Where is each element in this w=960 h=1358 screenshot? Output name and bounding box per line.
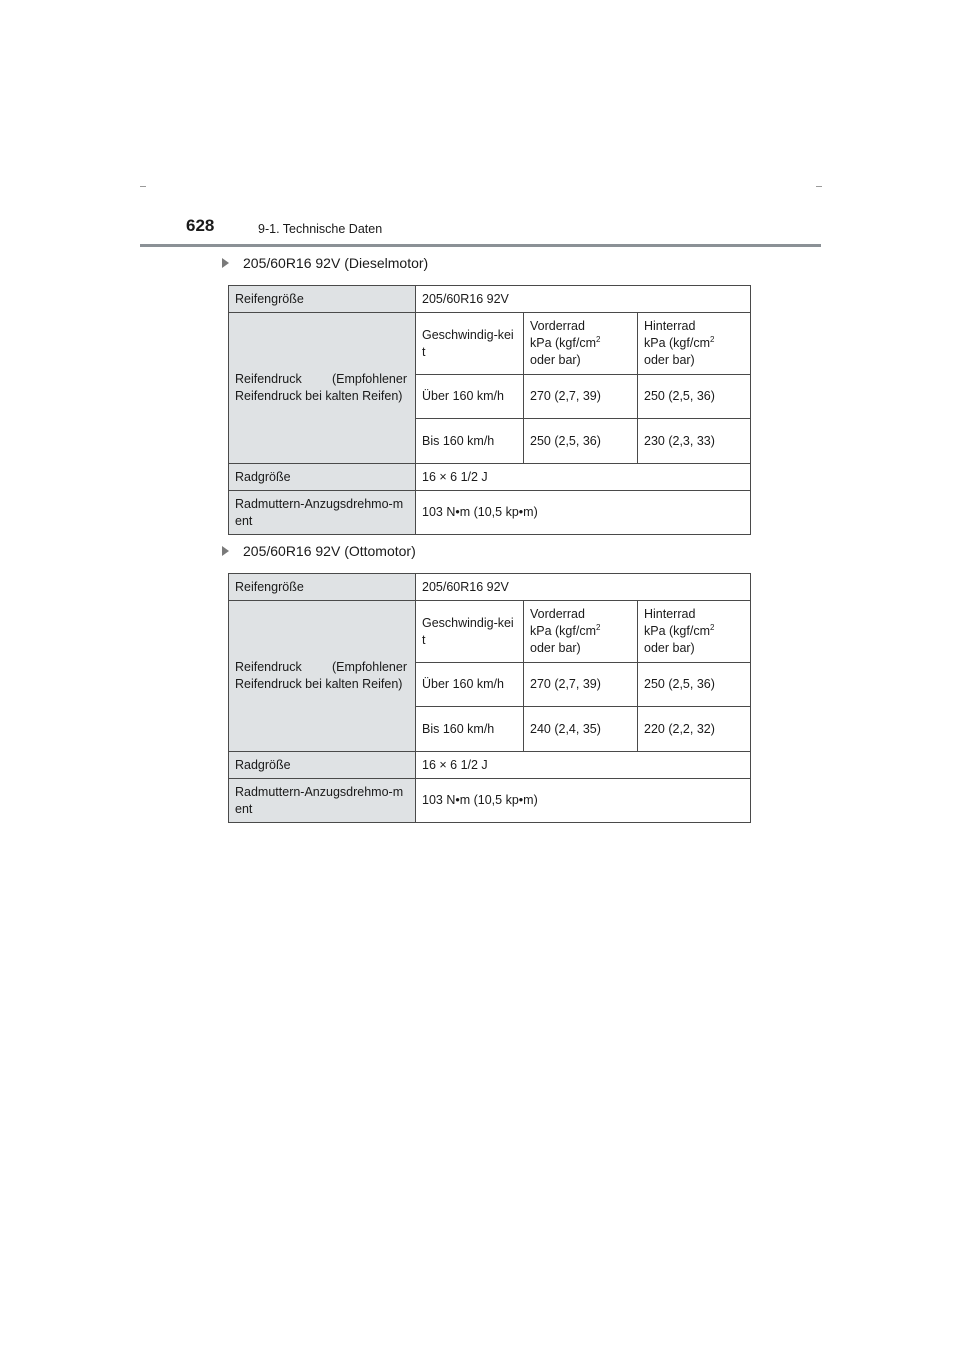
page-number: 628 xyxy=(186,216,215,235)
rear-wheel-header xyxy=(638,601,751,663)
pressure-unit-tail: oder bar) xyxy=(644,353,695,367)
rear-pressure-over: 250 (2,5, 36) xyxy=(638,375,751,419)
torque-value: 103 N•m (10,5 kp•m) xyxy=(416,779,751,823)
tire-spec-table-petrol xyxy=(228,573,751,823)
speed-under: Bis 160 km/h xyxy=(416,419,524,464)
front-pressure-under: 240 (2,4, 35) xyxy=(524,707,638,752)
tire-size-label: Reifengröße xyxy=(229,574,416,601)
table-row xyxy=(229,752,751,779)
table-row xyxy=(229,601,751,663)
table-row xyxy=(229,313,751,375)
front-wheel-label: Vorderrad xyxy=(530,607,585,621)
tire-size-label: Reifengröße xyxy=(229,286,416,313)
pressure-unit: kPa ($kgf/cm^2$ xyxy=(530,623,601,638)
pressure-unit-tail: oder bar) xyxy=(530,353,581,367)
wheel-size-label: Radgröße xyxy=(229,752,416,779)
tire-pressure-label xyxy=(229,313,416,464)
section-title-text: 205/60R16 92V (Dieselmotor) xyxy=(243,255,429,271)
wheel-size-value: 16 × 6 1/2 J xyxy=(416,752,751,779)
speed-over: Über 160 km/h xyxy=(416,375,524,419)
pressure-unit-tail: oder bar) xyxy=(644,641,695,655)
rear-wheel-label: Hinterrad xyxy=(644,319,696,333)
rear-wheel-header xyxy=(638,313,751,375)
rear-pressure-under: 220 (2,2, 32) xyxy=(638,707,751,752)
torque-value: 103 N•m (10,5 kp•m) xyxy=(416,491,751,535)
table-row xyxy=(229,491,751,535)
section-title-petrol xyxy=(222,543,416,559)
tire-pressure-label xyxy=(229,601,416,752)
section-title-diesel xyxy=(222,255,428,271)
pressure-unit: kPa ($kgf/cm^2$ xyxy=(644,335,715,350)
front-wheel-header xyxy=(524,601,638,663)
rear-pressure-under: 230 (2,3, 33) xyxy=(638,419,751,464)
tire-size-value: 205/60R16 92V xyxy=(416,574,751,601)
rear-pressure-over: 250 (2,5, 36) xyxy=(638,663,751,707)
table-row xyxy=(229,574,751,601)
pressure-unit-superscript: 2 xyxy=(596,335,601,344)
crop-mark-right xyxy=(816,186,822,187)
wheel-size-label: Radgröße xyxy=(229,464,416,491)
speed-over: Über 160 km/h xyxy=(416,663,524,707)
crop-mark-left xyxy=(140,186,146,187)
table-row xyxy=(229,286,751,313)
triangle-bullet-icon xyxy=(222,546,229,556)
running-head: 9-1. Technische Daten xyxy=(258,222,383,236)
wheel-size-value: 16 × 6 1/2 J xyxy=(416,464,751,491)
table-row xyxy=(229,464,751,491)
front-wheel-header xyxy=(524,313,638,375)
front-pressure-over: 270 (2,7, 39) xyxy=(524,663,638,707)
front-pressure-under: 250 (2,5, 36) xyxy=(524,419,638,464)
rear-wheel-label: Hinterrad xyxy=(644,607,696,621)
pressure-unit-superscript: 2 xyxy=(710,335,715,344)
triangle-bullet-icon xyxy=(222,258,229,268)
section-title-text: 205/60R16 92V (Ottomotor) xyxy=(243,543,416,559)
tire-pressure-label-text: Reifendruck (Empfohlener Reifendruck bei kalten Reifen) xyxy=(235,372,407,403)
speed-under: Bis 160 km/h xyxy=(416,707,524,752)
speed-header: Geschwindig-keit xyxy=(416,313,524,375)
speed-header: Geschwindig-keit xyxy=(416,601,524,663)
table-row xyxy=(229,779,751,823)
pressure-unit: kPa ($kgf/cm^2$ xyxy=(530,335,601,350)
pressure-unit: kPa ($kgf/cm^2$ xyxy=(644,623,715,638)
torque-label: Radmuttern-Anzugsdrehmo-ment xyxy=(229,491,416,535)
tire-pressure-label-text: Reifendruck (Empfohlener Reifendruck bei kalten Reifen) xyxy=(235,660,407,691)
front-pressure-over: 270 (2,7, 39) xyxy=(524,375,638,419)
header-rule xyxy=(140,244,821,247)
pressure-unit-superscript: 2 xyxy=(710,623,715,632)
pressure-unit-tail: oder bar) xyxy=(530,641,581,655)
front-wheel-label: Vorderrad xyxy=(530,319,585,333)
pressure-unit-superscript: 2 xyxy=(596,623,601,632)
tire-size-value: 205/60R16 92V xyxy=(416,286,751,313)
tire-spec-table-diesel xyxy=(228,285,751,535)
torque-label: Radmuttern-Anzugsdrehmo-ment xyxy=(229,779,416,823)
